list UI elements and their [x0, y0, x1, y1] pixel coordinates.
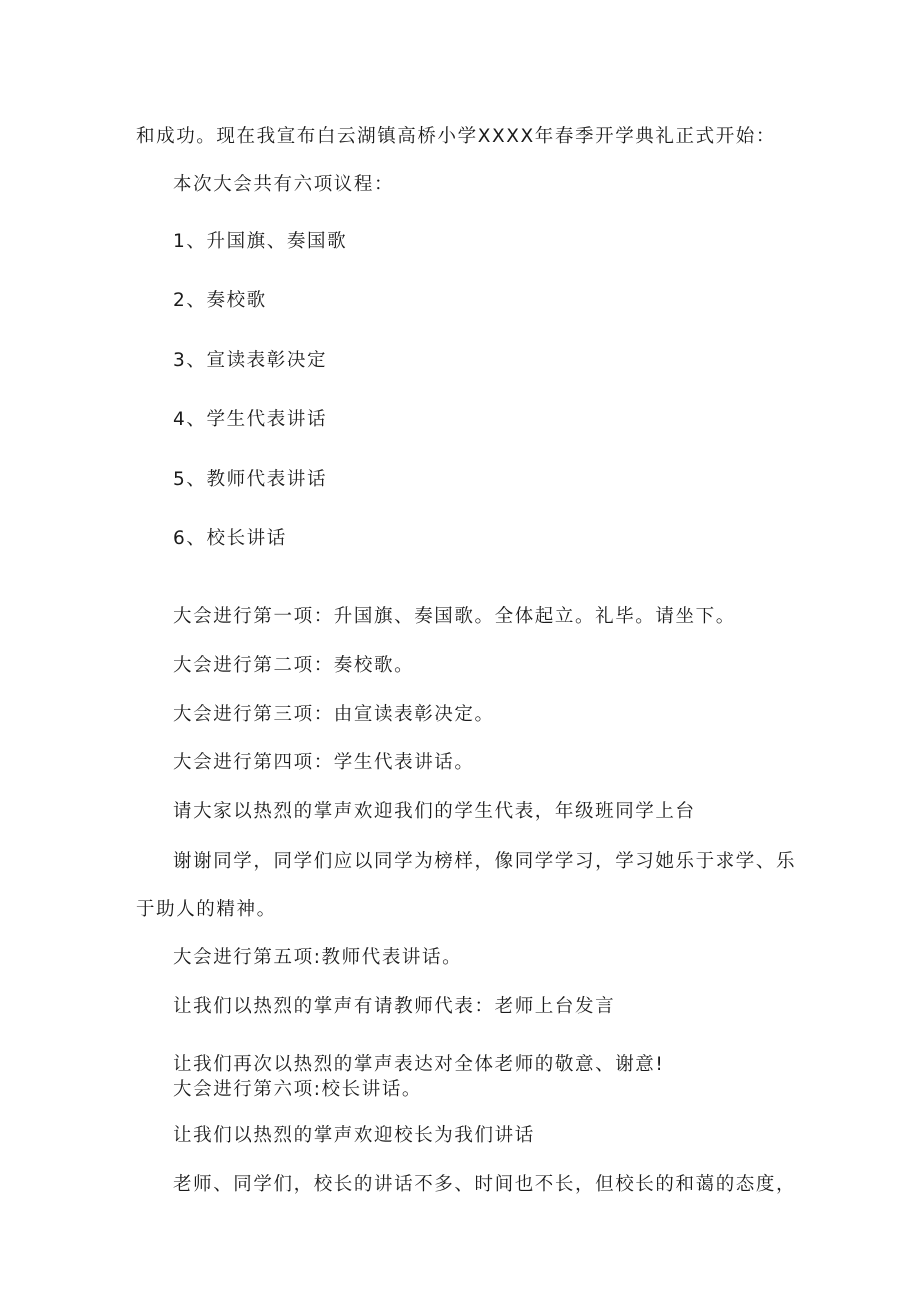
paragraph-line-student-intro: 请大家以热烈的掌声欢迎我们的学生代表，年级班同学上台: [173, 801, 696, 822]
paragraph-line-opening: 和成功。现在我宣布白云湖镇高桥小学XXXX年春季开学典礼正式开始：: [136, 126, 776, 147]
paragraph-line-thanks-cont: 于助人的精神。: [136, 899, 277, 920]
paragraph-line-item-three: 大会进行第三项：由宣读表彰决定。: [173, 704, 495, 725]
paragraph-line-teacher-thanks: 让我们再次以热烈的掌声表达对全体老师的敬意、谢意!: [173, 1054, 665, 1075]
paragraph-line-principal-intro: 让我们以热烈的掌声欢迎校长为我们讲话: [173, 1125, 535, 1146]
agenda-item-6: 6、校长讲话: [173, 528, 287, 549]
agenda-item-2: 2、奏校歌: [173, 290, 267, 311]
paragraph-line-agenda-intro: 本次大会共有六项议程：: [173, 174, 395, 195]
agenda-item-3: 3、宣读表彰决定: [173, 350, 328, 371]
paragraph-line-item-five: 大会进行第五项:教师代表讲话。: [173, 947, 463, 968]
paragraph-line-item-four: 大会进行第四项：学生代表讲话。: [173, 752, 475, 773]
agenda-item-1: 1、升国旗、奏国歌: [173, 231, 348, 252]
paragraph-line-thanks: 谢谢同学，同学们应以同学为榜样，像同学学习，学习她乐于求学、乐: [173, 851, 797, 872]
paragraph-line-teacher-intro: 让我们以热烈的掌声有请教师代表：老师上台发言: [173, 996, 616, 1017]
paragraph-line-item-six: 大会进行第六项:校长讲话。: [173, 1079, 423, 1100]
paragraph-line-item-one: 大会进行第一项：升国旗、奏国歌。全体起立。礼毕。请坐下。: [173, 606, 736, 627]
agenda-item-5: 5、教师代表讲话: [173, 469, 328, 490]
paragraph-line-closing: 老师、同学们，校长的讲话不多、时间也不长，但校长的和蔼的态度，: [173, 1174, 797, 1195]
paragraph-line-item-two: 大会进行第二项：奏校歌。: [173, 655, 415, 676]
agenda-item-4: 4、学生代表讲话: [173, 409, 328, 430]
